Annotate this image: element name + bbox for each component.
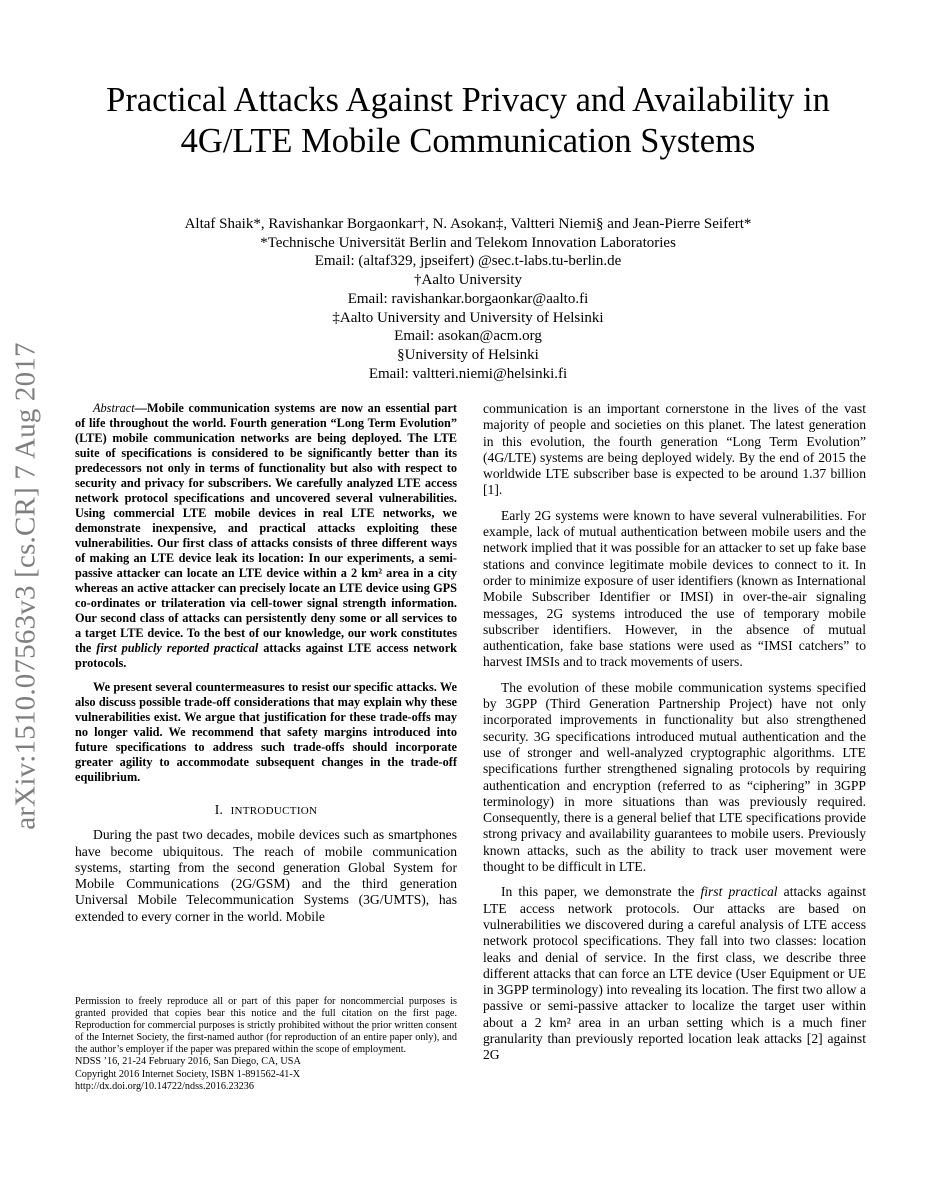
intro-right-body [483,401,866,1064]
contribution-emphasis: first practical [700,884,778,900]
affiliation-2: †Aalto University [414,272,522,289]
abstract [75,401,457,785]
arxiv-stamp-text: arXiv:1510.07563v3 [cs.CR] 7 Aug 2017 [9,342,42,830]
intro-left-body [75,827,457,925]
affiliation-4: §University of Helsinki [397,346,539,363]
copyright-footnote [75,996,457,1093]
affiliation-1: *Technische Universität Berlin and Telekom Innovation Laboratories [260,234,676,251]
abstract-lead: Abstract [93,401,135,415]
title-line-1: Practical Attacks Against Privacy and Availability in [106,81,830,119]
venue-line: NDSS ’16, 21-24 February 2016, San Diego, CA, USA [75,1056,301,1068]
paper-title [60,80,876,162]
intro-paragraph-2g: Early 2G systems were known to have several vulnerabilities. For example, lack of mutual authentication between mobile users and the network implied that it was possible for an attacker to set up fake base stations and convince legitimate mobile devices to connect to it. In order to minimize exposure of user identifiers (known as International Mobile Subscriber Identifier or IMSI) in over-the-air signaling messages, 2G systems introduced the use of temporary mobile subscriber identifiers. However, in the absence of mutual authentication, fake base stations were used as “IMSI catchers” to harvest IMSIs and to track movements of users. [483,507,866,670]
section-number: I. [214,802,224,817]
email-2: Email: ravishankar.borgaonkar@aalto.fi [347,290,589,307]
section-title: INTRODUCTION [230,805,318,817]
affiliation-3: ‡Aalto University and University of Helsinki [332,309,604,326]
title-line-2: 4G/LTE Mobile Communication Systems [180,122,756,160]
email-3: Email: asokan@acm.org [394,328,542,345]
abstract-text-1-end: attacks against LTE access network protocols. [75,641,458,670]
contribution-text-a: In this paper, we demonstrate the [501,884,701,900]
doi-link[interactable]: http://dx.doi.org/10.14722/ndss.2016.23236 [75,1080,254,1092]
author-names: Altaf Shaik*, Ravishankar Borgaonkar†, N. Asokan‡, Valtteri Niemi§ and Jean-Pierre Seifert* [184,216,752,232]
contribution-text-b: attacks against LTE access network protocols. Our attacks are based on vulnerabilities we discovered during a careful analysis of LTE access network protocol specifications. They fall into two classes: location leaks and denial of service. In the first class, we describe three different attacks that can force an LTE device (User Equipment or UE in 3GPP terminology) into revealing its location. The first two allow a passive or semi-passive attacker to localize the target user within about a 2 km² area in an urban setting which is a much finer granularity than previously reported location leak attacks [2] against 2G [483,884,866,1063]
intro-paragraph-evolution: The evolution of these mobile communication systems specified by 3GPP (Third Generation Partnership Project) have not only incorporated improvements in functionality but also strengthened security. 3G specifications introduced mutual authentication and the use of stronger and well-analyzed cryptographic algorithms. LTE specifications further strengthened signaling protocols by requiring authentication and encryption (referred to as “ciphering” in 3GPP terminology) in more situations than was previously required. Consequently, there is a general belief that LTE specifications provide strong privacy and availability guarantees to mobile users. Previously known attacks, such as the ability to track user movement were thought to be difficult in LTE. [483,679,866,875]
email-1: Email: (altaf329, jpseifert) @sec.t-labs.tu-berlin.de [314,253,622,270]
right-column [483,401,866,1073]
author-block [60,215,876,383]
intro-paragraph-contribution [483,884,866,1063]
intro-paragraph-continued: communication is an important cornerstone in the lives of the vast majority of people and societies on this planet. The latest generation in this evolution, the fourth generation “Long Term Evolution” (4G/LTE) systems are being deployed widely. By the end of 2015 the worldwide LTE subscriber base is expected to be around 1.37 billion [1]. [483,401,866,498]
left-column [75,401,457,934]
section-heading-introduction [75,802,457,819]
email-4: Email: valtteri.niemi@helsinki.fi [368,365,568,382]
permission-notice: Permission to freely reproduce all or part of this paper for noncommercial purposes is granted provided that copies bear this notice and the full citation on the first page. Reproduction for commercial purposes is strictly prohibited without the prior written consent of the Internet Society, the first-named author (for reproduction of an entire paper only), and the author’s employer if the paper was prepared within the scope of employment. [75,996,457,1056]
abstract-paragraph-1 [75,401,457,671]
abstract-paragraph-2: We present several countermeasures to resist our specific attacks. We also discuss possible trade-off considerations that may explain why these vulnerabilities exist. We argue that justification for these trade-offs may no longer valid. We recommend that safety margins introduced into future specifications to address such trade-offs should incorporate greater agility to accommodate subsequent changes in the trade-off equilibrium. [75,680,457,784]
intro-paragraph-1: During the past two decades, mobile devices such as smartphones have become ubiquitous. The reach of mobile communication systems, starting from the second generation Global System for Mobile Communications (2G/GSM) and the third generation Universal Mobile Telecommunication Systems (3G/UMTS), has extended to every corner in the world. Mobile [75,827,457,924]
abstract-emphasis: first publicly reported practical [96,641,259,655]
abstract-text-1: —Mobile communication systems are now an essential part of life throughout the world. Fourth generation “Long Term Evolution” (LTE) mobile communication networks are being deployed. The LTE suite of specifications is considered to be significantly better than its predecessors not only in terms of functionality but also with respect to security and privacy for subscribers. We carefully analyzed LTE access network protocol specifications and uncovered several vulnerabilities. Using commercial LTE mobile devices in real LTE networks, we demonstrate inexpensive, and practical attacks exploiting these vulnerabilities. Our first class of attacks consists of three different ways of making an LTE device leak its location: In our experiments, a semi-passive attacker can locate an LTE device within a 2 km² area in a city whereas an active attacker can precisely locate an LTE device using GPS co-ordinates or trilateration via cell-tower signal strength information. Our second class of attacks can persistently deny some or all services to a target LTE device. To the best of our knowledge, our work constitutes the [75,401,457,655]
copyright-line: Copyright 2016 Internet Society, ISBN 1-891562-41-X [75,1068,301,1080]
